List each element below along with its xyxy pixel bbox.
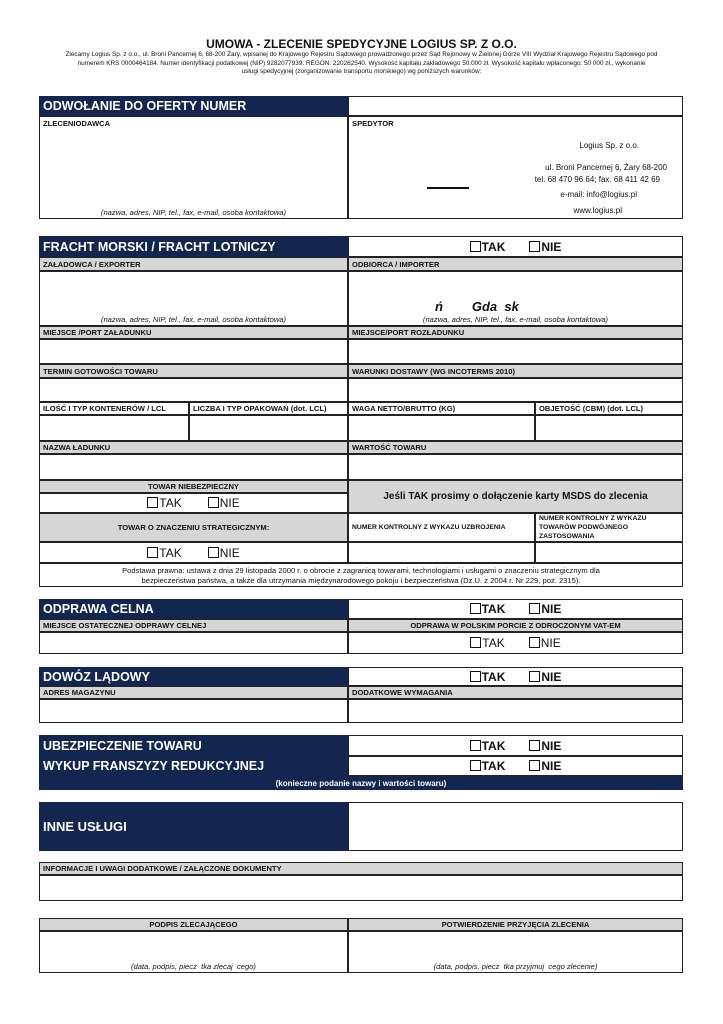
warehouse-input[interactable]: [39, 699, 348, 723]
insurance-no-option[interactable]: NIE: [529, 739, 561, 753]
offer-number-header: ODWOŁANIE DO OFERTY NUMER: [39, 96, 348, 116]
cargo-name-input[interactable]: [39, 454, 348, 480]
land-transport-header: DOWÓZ LĄDOWY: [39, 667, 348, 686]
vat-clearance-label: ODPRAWA W POLSKIM PORCIE Z ODROCZONYM VAT-EM: [348, 619, 683, 632]
checkbox-icon[interactable]: [470, 760, 481, 771]
consignee-note: (nazwa, adres, NIP, tel., fax, e-mail, osoba kontaktowa): [422, 315, 609, 324]
weight-input[interactable]: [348, 415, 535, 441]
additional-info-input[interactable]: [39, 875, 683, 901]
freight-header: FRACHT MORSKI / FRACHT LOTNICZY: [39, 236, 348, 257]
franchise-options: [348, 756, 683, 776]
dangerous-no-option[interactable]: NIE: [208, 496, 240, 510]
insurance-header: UBEZPIECZENIE TOWARU: [39, 735, 348, 756]
order-confirmation-label: POTWIERDZENIE PRZYJĘCIA ZLECENIA: [348, 918, 683, 931]
checkbox-icon[interactable]: [147, 547, 158, 558]
checkbox-icon[interactable]: [470, 671, 481, 682]
forwarder-address: ul. Broni Pancernej 6, Żary 68-200: [545, 163, 667, 172]
checkbox-icon[interactable]: [208, 497, 219, 508]
last-clearance-label: MIEJSCE OSTATECZNEJ ODPRAWY CELNEJ: [39, 619, 348, 632]
strategic-goods-options: [39, 542, 348, 563]
packages-label: LICZBA I TYP OPAKOWAŃ (dot. LCL): [189, 402, 348, 415]
requirements-label: DODATKOWE WYMAGANIA: [348, 686, 683, 699]
control-number-input[interactable]: [348, 542, 535, 563]
containers-label: ILOŚĆ I TYP KONTENERÓW / LCL: [39, 402, 189, 415]
order-confirmation-note: (data, podpis, piecz tka przyjmuj cego zlecenie): [433, 962, 598, 971]
forwarder-label: SPEDYTOR: [352, 119, 394, 128]
shipper-input[interactable]: [39, 271, 348, 326]
customs-options: [348, 599, 683, 619]
containers-input[interactable]: [39, 415, 189, 441]
cargo-value-input[interactable]: [348, 454, 683, 480]
forwarder-name: Logius Sp. z o.o.: [579, 141, 639, 150]
control-number-dual-label: NUMER KONTROLNY Z WYKAZU TOWARÓW PODWÓJNEGO ZASTOSOWANIA: [535, 513, 683, 542]
customs-header: ODPRAWA CELNA: [39, 599, 348, 619]
forwarder-box: [348, 116, 683, 219]
additional-info-label: INFORMACJE I UWAGI DODATKOWE / ZAŁĄCZONE DOKUMENTY: [39, 862, 683, 875]
customs-no-option[interactable]: NIE: [529, 602, 561, 616]
client-box[interactable]: [39, 116, 348, 219]
franchise-yes-option[interactable]: TAK: [470, 759, 506, 773]
checkbox-icon[interactable]: [529, 637, 540, 648]
checkbox-icon[interactable]: [529, 603, 540, 614]
delivery-terms-input[interactable]: [348, 378, 683, 402]
unloading-place-label: MIEJSCE/PORT ROZŁADUNKU: [348, 326, 683, 339]
order-confirmation-box[interactable]: [348, 931, 683, 973]
signature-stroke: [427, 187, 469, 189]
loading-place-label: MIEJSCE /PORT ZAŁADUNKU: [39, 326, 348, 339]
checkbox-icon[interactable]: [529, 740, 540, 751]
control-number-dual-input[interactable]: [535, 542, 683, 563]
checkbox-icon[interactable]: [208, 547, 219, 558]
requirements-input[interactable]: [348, 699, 683, 723]
checkbox-icon[interactable]: [470, 740, 481, 751]
client-note: (nazwa, adres, NIP, tel., fax, e-mail, osoba kontaktowa): [100, 208, 287, 217]
consignee-input[interactable]: [348, 271, 683, 326]
dangerous-goods-options: [39, 493, 348, 513]
last-clearance-input[interactable]: [39, 632, 348, 654]
loading-place-input[interactable]: [39, 339, 348, 364]
shipper-label: ZAŁADOWCA / EXPORTER: [39, 257, 348, 271]
insurance-note: (konieczne podanie nazwy i wartości towaru): [39, 776, 683, 790]
client-label: ZLECENIODAWCA: [43, 119, 111, 128]
dangerous-goods-label: TOWAR NIEBEZPIECZNY: [39, 480, 348, 493]
checkbox-icon[interactable]: [470, 637, 481, 648]
vat-no-option[interactable]: NIE: [529, 636, 561, 650]
forwarder-website: www.logius.pl: [573, 206, 622, 215]
land-yes-option[interactable]: TAK: [470, 670, 506, 684]
client-signature-note: (data, podpis, piecz tka zlecaj cego): [131, 962, 256, 971]
delivery-terms-label: WARUNKI DOSTAWY (WG INCOTERMS 2010): [348, 364, 683, 378]
other-services-header: INNE USŁUGI: [39, 802, 348, 851]
checkbox-icon[interactable]: [529, 760, 540, 771]
consignee-handwriting: ń Gda sk: [435, 299, 519, 314]
volume-input[interactable]: [535, 415, 683, 441]
freight-yes-option[interactable]: TAK: [470, 240, 506, 254]
control-number-label: NUMER KONTROLNY Z WYKAZU UZBROJENIA: [348, 513, 535, 542]
strategic-no-option[interactable]: NIE: [208, 546, 240, 560]
checkbox-icon[interactable]: [470, 241, 481, 252]
volume-label: OBJETOŚĆ (CBM) (dot. LCL): [535, 402, 683, 415]
warehouse-label: ADRES MAGAZYNU: [39, 686, 348, 699]
land-no-option[interactable]: NIE: [529, 670, 561, 684]
insurance-yes-option[interactable]: TAK: [470, 739, 506, 753]
unloading-place-input[interactable]: [348, 339, 683, 364]
checkbox-icon[interactable]: [470, 603, 481, 614]
weight-label: WAGA NETTO/BRUTTO (KG): [348, 402, 535, 415]
forwarder-phone: tel. 68 470 96 64; fax. 68 411 42 69: [534, 175, 660, 184]
consignee-label: ODBIORCA / IMPORTER: [348, 257, 683, 271]
checkbox-icon[interactable]: [147, 497, 158, 508]
shipper-note: (nazwa, adres, NIP, tel., fax, e-mail, osoba kontaktowa): [100, 315, 287, 324]
ready-date-label: TERMIN GOTOWOŚCI TOWARU: [39, 364, 348, 378]
insurance-options: [348, 735, 683, 756]
land-transport-options: [348, 667, 683, 686]
strategic-yes-option[interactable]: TAK: [147, 546, 181, 560]
dangerous-yes-option[interactable]: TAK: [147, 496, 181, 510]
legal-basis: Podstawa prawna: ustawa z dnia 29 listopada 2000 r. o obrocie z zagranicą towarami, technologiami i usługami o znaczeniu strategicznym dla bezpieczeństwa państwa, a także dla utrzymania międzynarodowego pokoju i bezpieczeństwa (Dz.U. z 2004 r. Nr 229, poz. 2315).: [39, 563, 683, 587]
strategic-goods-label: TOWAR O ZNACZENIU STRATEGICZNYM:: [39, 513, 348, 542]
vat-clearance-options: [348, 632, 683, 654]
franchise-no-option[interactable]: NIE: [529, 759, 561, 773]
packages-input[interactable]: [189, 415, 348, 441]
freight-options: [348, 236, 683, 257]
cargo-name-label: NAZWA ŁADUNKU: [39, 441, 348, 454]
ready-date-input[interactable]: [39, 378, 348, 402]
checkbox-icon[interactable]: [529, 241, 540, 252]
customs-yes-option[interactable]: TAK: [470, 602, 506, 616]
intro-text: Zlecamy Logius Sp. z o.o., ul. Broni Pancernej 6, 68-200 Żary, wpisanej do Krajowego Rejestru Sądowego prowadzonego przez Sąd Rejonowy w Zielonej Górze VIII Wydział Krajowego Rejestru Sądowego pod numerem KRS 0000464184. Numer identyfikacji podatkowej (NIP) 9282077939. REGON: 220262540. Wysokość kapitału zakładowego 50.000 zł. Wysokość kapitału wpłaconego: 50 000 zł., wykonanie usługi spedycyjnej (zorganizowanie transportu morskiego) wg poniższych warunków:: [65, 51, 658, 76]
freight-no-option[interactable]: NIE: [529, 240, 561, 254]
msds-notice: Jeśli TAK prosimy o dołączenie karty MSDS do zlecenia: [348, 480, 683, 513]
other-services-input[interactable]: [348, 802, 683, 851]
cargo-value-label: WARTOŚĆ TOWARU: [348, 441, 683, 454]
offer-number-input[interactable]: [348, 96, 683, 116]
vat-yes-option[interactable]: TAK: [470, 636, 504, 650]
client-signature-box[interactable]: [39, 931, 348, 973]
franchise-header: WYKUP FRANSZYZY REDUKCYJNEJ: [39, 756, 348, 776]
document-title: UMOWA - ZLECENIE SPEDYCYJNE LOGIUS SP. Z O.O.: [206, 37, 517, 51]
forwarder-email: e-mail: info@logius.pl: [560, 190, 637, 199]
checkbox-icon[interactable]: [529, 671, 540, 682]
client-signature-label: PODPIS ZLECAJĄCEGO: [39, 918, 348, 931]
